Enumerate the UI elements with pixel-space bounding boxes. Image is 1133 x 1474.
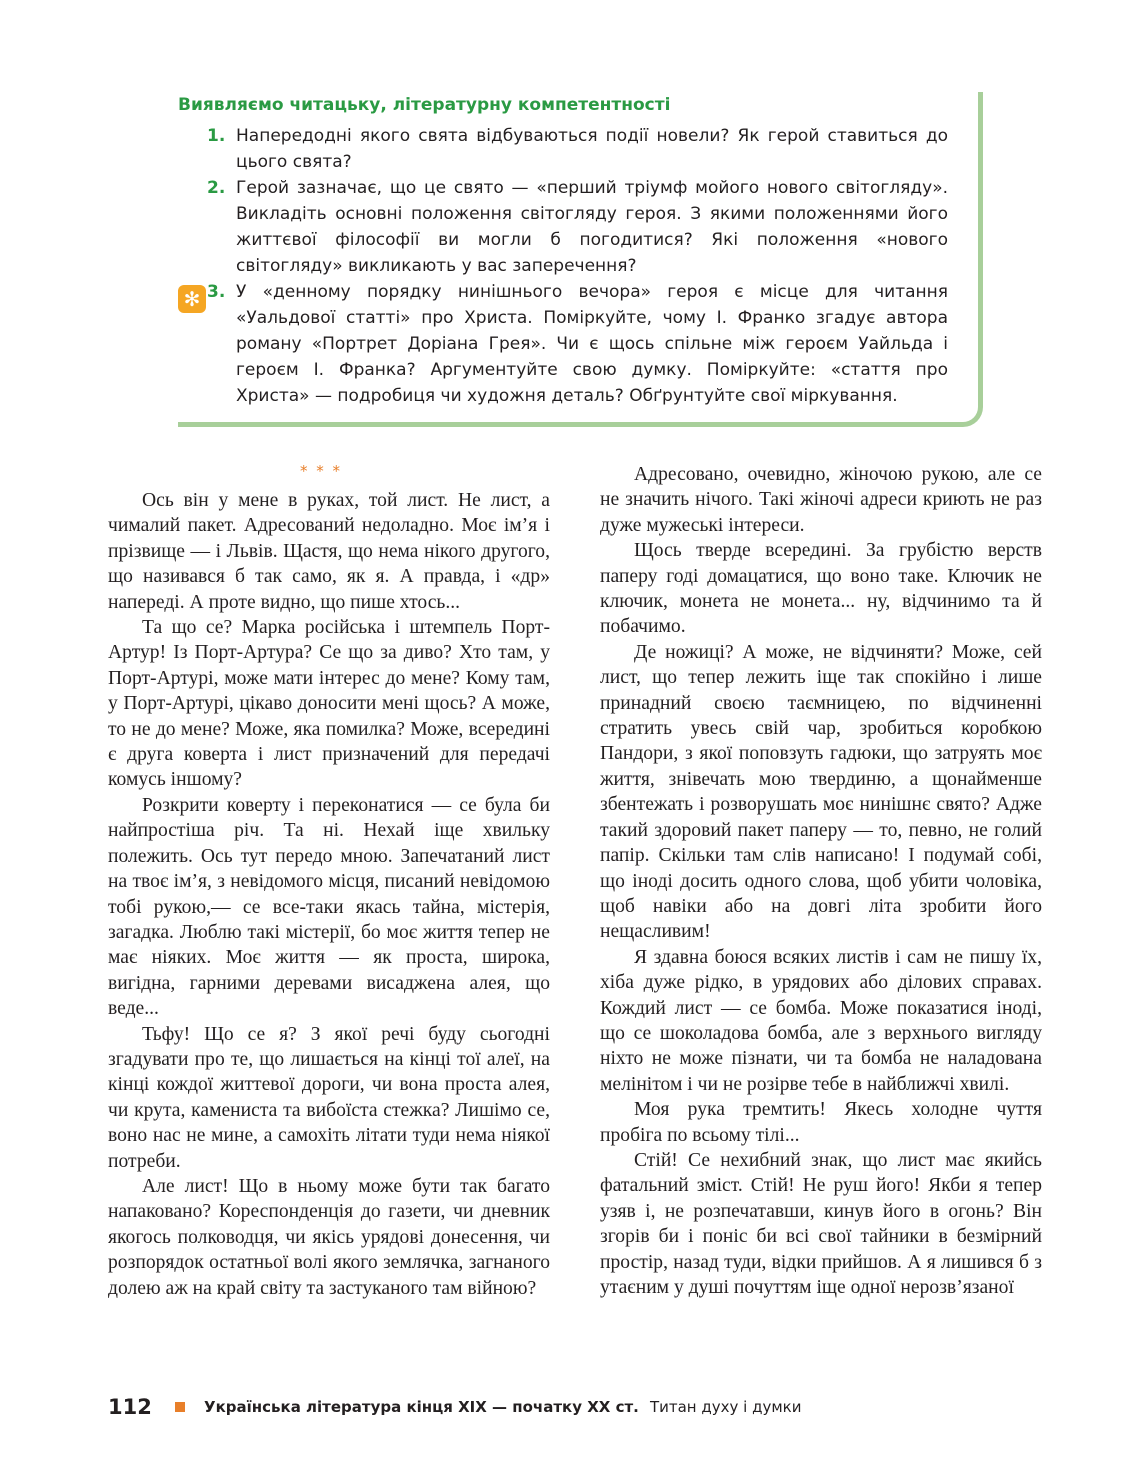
paragraph: Тьфу! Що се я? З якої речі буду сьогодні згадувати про те, що лишається на кінці тої алеї, на кінці кождої життевої дороги, чи вона проста алея, чи крута, камениста та вибоїста стежка? Лишімо се, воно нас не мине, а самохіть літати туди нема ніякої потреби. — [108, 1023, 550, 1172]
paragraph: Розкрити коверту і переконатися — се була би найпростіша річ. Та ні. Нехай іще хвильку полежить. Ось тут передо мною. Запечатаний лист на твоє ім’я, з невідомого місця, писаний невідомою тобі рукою,— се все-таки якась тайна, містерія, загадка. Люблю такі містерії, бо моє життя тепер не має ніяких. Моє життя — як проста, широка, вигідна, гарними деревами висаджена алея, що веде... — [108, 794, 550, 1020]
paragraph: Ось він у мене в руках, той лист. Не лист, а чималий пакет. Адресований недоладно. Моє ім’я і прізвище — і Львів. Щастя, що нема нікого другого, що називався б так само, як я. А правда, і «др» напереді. А проте видно, що пише хтось... — [108, 490, 550, 613]
question-text: Напередодні якого свята відбуваються події новели? Як герой ставиться до цього свята? — [236, 126, 948, 172]
section-separator: * * * — [300, 462, 343, 480]
page-number: 112 — [108, 1395, 152, 1419]
paragraph: Я здавна боюся всяких листів і сам не пишу їх, хіба дуже рідко, в урядових або ділових справах. Кождий лист — се бомба. Може показатися іноді, що се шоколадова бомба, але з верхнього вигляду ніхто не може пізнати, чи та бомба не наладована мелінітом і чи не розірве тебе в найближчі хвилі. — [600, 946, 1042, 1095]
left-text-column — [108, 488, 550, 1301]
paragraph: Щось тверде всередині. За грубістю верств паперу годі домацатися, що воно таке. Ключик не ключик, монета не монета... ну, відчинимо та й побачимо. — [600, 540, 1042, 638]
question-text: У «денному порядку нинішнього вечора» героя є місце для читання «Уальдової статті» про Христа. Поміркуйте, чому І. Франко згадує автора роману «Портрет Доріана Грея». Чи є щось спільне між героєм Уайльда і героєм І. Франка? Аргументуйте свою думку. Поміркуйте: «стаття про Христа» — подробиця чи художня деталь? Обґрунтуйте свої міркування. — [236, 282, 948, 406]
square-bullet-icon — [175, 1402, 185, 1412]
question-number: 2. — [207, 178, 226, 198]
star-icon: ✻ — [178, 285, 206, 313]
paragraph: Але лист! Що в ньому може бути так багато напаковано? Кореспонденція до газети, чи дневник якогось полководця, чи якісь урядові донесення, чи розпорядок остатньої волі якого землячка, загнаного долею аж на край світу та застуканого там війною? — [108, 1175, 550, 1299]
paragraph: Та що се? Марка російська і штемпель Порт-Артур! Із Порт-Артура? Се що за диво? Хто там, у Порт-Артурі, може мати інтерес до мене? Кому там, у Порт-Артурі, цікаво доносити мені щось? А може, то не до мене? Може, яка помилка? Може, всередині є друга коверта і лист призначений для передачі комусь іншому? — [108, 617, 550, 791]
question-item — [207, 175, 948, 279]
question-number: 3. — [207, 282, 226, 302]
paragraph: Моя рука тремтить! Якесь холодне чуття пробіга по всьому тілі... — [600, 1099, 1042, 1146]
page-footer — [108, 1395, 801, 1419]
paragraph: Де ножиці? А може, не відчиняти? Може, сей лист, що тепер лежить іще так спокійно і лише принадний своєю таємницею, по відчиненні стратить увесь свій чар, зробиться коробкою Пандори, з якої поповзуть гадюки, що затруять моє життя, знівечать мою твердиню, а щонайменше збентежать і розворушать моє нинішнє свято? Адже такий здоровий пакет паперу — то, певно, не голий папір. Скільки там слів написано! І подумай собі, що іноді досить одного слова, щоб убити чоловіка, щоб навіки або на довгі літа зробити його нещасливим! — [600, 641, 1042, 943]
question-item — [207, 123, 948, 175]
question-number: 1. — [207, 126, 226, 146]
question-text: Герой зазначає, що це свято — «перший тріумф мойого нового світогляду». Викладіть основні положення світогляду героя. З якими положеннями його життєвої філософії ви могли б погодитися? Які положення «нового світогляду» викликають у вас заперечення? — [236, 178, 948, 276]
book-title: Українська література кінця ХІХ — початку ХХ ст. — [204, 1398, 639, 1416]
question-item — [207, 279, 948, 409]
right-text-column — [600, 462, 1042, 1300]
section-title: Титан духу і думки — [649, 1398, 802, 1416]
paragraph: Адресовано, очевидно, жіночою рукою, але се не значить нічого. Такі жіночі адреси криють не раз дуже мужеські інтереси. — [600, 464, 1042, 536]
questions-heading: Виявляємо читацьку, літературну компетентності — [178, 95, 671, 115]
paragraph: Стій! Се нехибний знак, що лист має якийсь фатальний зміст. Стій! Не руш його! Якби я тепер узяв і, не розпечатавши, кинув його в огонь? Він згорів би і поніс би всі свої тайники в безмірний простір, назад туди, відки прийшов. А я лишився б з утаєним у душі почуттям іще одної нерозв’язаної — [600, 1149, 1042, 1298]
